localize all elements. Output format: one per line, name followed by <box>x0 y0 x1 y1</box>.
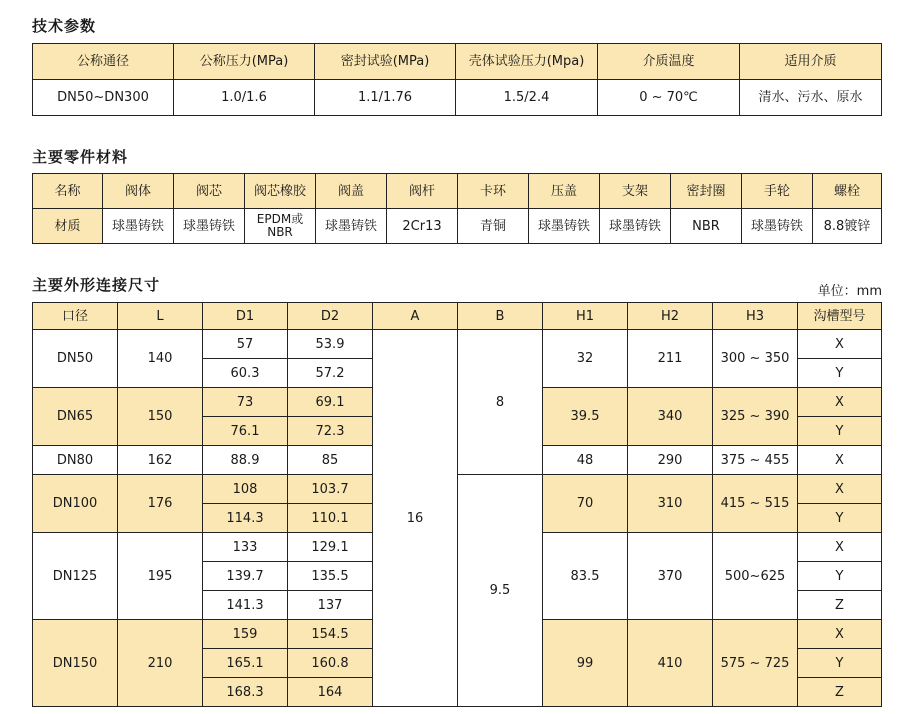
d1-cell: 159 <box>203 620 288 649</box>
tech-section-title: 技术参数 <box>32 17 97 35</box>
tech-value-cell: 0 ~ 70℃ <box>598 80 740 116</box>
dims-header-cell: L <box>118 303 203 330</box>
b-cell-bottom: 9.5 <box>458 475 543 707</box>
parts-name-cell: 密封圈 <box>671 174 742 209</box>
parts-material-cell: EPDM或NBR <box>245 209 316 244</box>
parts-name-cell: 螺栓 <box>813 174 882 209</box>
d2-cell: 129.1 <box>288 533 373 562</box>
parts-material-row <box>33 209 882 244</box>
dimensions-table <box>32 302 882 707</box>
d2-cell: 135.5 <box>288 562 373 591</box>
dims-section-title: 主要外形连接尺寸 <box>32 276 161 294</box>
d2-cell: 72.3 <box>288 417 373 446</box>
tech-value-cell: 1.1/1.76 <box>315 80 456 116</box>
h1-cell: 99 <box>543 620 628 707</box>
dims-header-cell: H3 <box>713 303 798 330</box>
parts-name-cell: 阀盖 <box>316 174 387 209</box>
l-cell: 210 <box>118 620 203 707</box>
d1-cell: 141.3 <box>203 591 288 620</box>
d1-cell: 60.3 <box>203 359 288 388</box>
dn-cell: DN150 <box>33 620 118 707</box>
d2-cell: 164 <box>288 678 373 707</box>
h1-cell: 70 <box>543 475 628 533</box>
d1-cell: 88.9 <box>203 446 288 475</box>
table-row <box>33 330 882 359</box>
parts-material-cell: NBR <box>671 209 742 244</box>
tech-params-table <box>32 43 882 116</box>
dims-header-cell: H2 <box>628 303 713 330</box>
h1-cell: 39.5 <box>543 388 628 446</box>
dn-cell: DN80 <box>33 446 118 475</box>
tech-header-cell: 密封试验(MPa) <box>315 44 456 80</box>
d1-cell: 57 <box>203 330 288 359</box>
tech-value-cell: 1.0/1.6 <box>174 80 315 116</box>
dims-header-cell: D1 <box>203 303 288 330</box>
parts-material-cell: 8.8镀锌 <box>813 209 882 244</box>
tech-header-cell: 壳体试验压力(Mpa) <box>456 44 598 80</box>
d2-cell: 110.1 <box>288 504 373 533</box>
l-cell: 140 <box>118 330 203 388</box>
d2-cell: 154.5 <box>288 620 373 649</box>
groove-cell: X <box>798 533 882 562</box>
dims-header-cell: H1 <box>543 303 628 330</box>
d1-cell: 139.7 <box>203 562 288 591</box>
groove-cell: X <box>798 620 882 649</box>
d2-cell: 57.2 <box>288 359 373 388</box>
h2-cell: 211 <box>628 330 713 388</box>
dn-cell: DN50 <box>33 330 118 388</box>
groove-cell: X <box>798 475 882 504</box>
parts-material-cell: 球墨铸铁 <box>529 209 600 244</box>
dn-cell: DN100 <box>33 475 118 533</box>
dn-cell: DN125 <box>33 533 118 620</box>
parts-name-cell: 阀体 <box>103 174 174 209</box>
parts-name-cell: 阀芯橡胶 <box>245 174 316 209</box>
d1-cell: 133 <box>203 533 288 562</box>
dims-header-cell: 口径 <box>33 303 118 330</box>
parts-material-cell: 青铜 <box>458 209 529 244</box>
d1-cell: 165.1 <box>203 649 288 678</box>
b-cell-top: 8 <box>458 330 543 475</box>
d2-cell: 85 <box>288 446 373 475</box>
a-cell: 16 <box>373 330 458 707</box>
groove-cell: Z <box>798 591 882 620</box>
parts-material-cell: 球墨铸铁 <box>742 209 813 244</box>
parts-section-title: 主要零件材料 <box>32 148 129 166</box>
dims-header-row <box>33 303 882 330</box>
h2-cell: 290 <box>628 446 713 475</box>
tech-header-row <box>33 44 882 80</box>
d1-cell: 76.1 <box>203 417 288 446</box>
h3-cell: 300 ~ 350 <box>713 330 798 388</box>
dn-cell: DN65 <box>33 388 118 446</box>
tech-header-cell: 公称通径 <box>33 44 174 80</box>
parts-name-cell: 阀杆 <box>387 174 458 209</box>
h3-cell: 500~625 <box>713 533 798 620</box>
tech-header-cell: 公称压力(MPa) <box>174 44 315 80</box>
l-cell: 176 <box>118 475 203 533</box>
parts-name-cell: 名称 <box>33 174 103 209</box>
h1-cell: 83.5 <box>543 533 628 620</box>
parts-material-cell: 球墨铸铁 <box>316 209 387 244</box>
parts-material-cell: 材质 <box>33 209 103 244</box>
tech-value-cell: 清水、污水、原水 <box>740 80 882 116</box>
d1-cell: 108 <box>203 475 288 504</box>
parts-material-cell: 球墨铸铁 <box>174 209 245 244</box>
dims-header-cell: A <box>373 303 458 330</box>
d1-cell: 114.3 <box>203 504 288 533</box>
d1-cell: 168.3 <box>203 678 288 707</box>
groove-cell: X <box>798 388 882 417</box>
parts-material-cell: 2Cr13 <box>387 209 458 244</box>
d1-cell: 73 <box>203 388 288 417</box>
unit-label: 单位：mm <box>817 284 882 299</box>
d2-cell: 137 <box>288 591 373 620</box>
parts-name-row <box>33 174 882 209</box>
h3-cell: 575 ~ 725 <box>713 620 798 707</box>
dims-header-cell: D2 <box>288 303 373 330</box>
table-row <box>33 475 882 504</box>
d2-cell: 160.8 <box>288 649 373 678</box>
parts-material-cell: 球墨铸铁 <box>600 209 671 244</box>
groove-cell: X <box>798 330 882 359</box>
d2-cell: 53.9 <box>288 330 373 359</box>
parts-name-cell: 手轮 <box>742 174 813 209</box>
h3-cell: 415 ~ 515 <box>713 475 798 533</box>
tech-value-row <box>33 80 882 116</box>
h2-cell: 410 <box>628 620 713 707</box>
d2-cell: 69.1 <box>288 388 373 417</box>
tech-value-cell: 1.5/2.4 <box>456 80 598 116</box>
parts-name-cell: 支架 <box>600 174 671 209</box>
parts-name-cell: 卡环 <box>458 174 529 209</box>
h2-cell: 370 <box>628 533 713 620</box>
groove-cell: Y <box>798 359 882 388</box>
h2-cell: 310 <box>628 475 713 533</box>
parts-name-cell: 压盖 <box>529 174 600 209</box>
parts-material-cell: 球墨铸铁 <box>103 209 174 244</box>
groove-cell: X <box>798 446 882 475</box>
tech-value-cell: DN50~DN300 <box>33 80 174 116</box>
groove-cell: Y <box>798 562 882 591</box>
h3-cell: 375 ~ 455 <box>713 446 798 475</box>
dims-header-cell: 沟槽型号 <box>798 303 882 330</box>
h1-cell: 32 <box>543 330 628 388</box>
tech-header-cell: 介质温度 <box>598 44 740 80</box>
h1-cell: 48 <box>543 446 628 475</box>
l-cell: 150 <box>118 388 203 446</box>
l-cell: 162 <box>118 446 203 475</box>
groove-cell: Y <box>798 649 882 678</box>
h2-cell: 340 <box>628 388 713 446</box>
tech-header-cell: 适用介质 <box>740 44 882 80</box>
l-cell: 195 <box>118 533 203 620</box>
groove-cell: Y <box>798 417 882 446</box>
dims-header-cell: B <box>458 303 543 330</box>
h3-cell: 325 ~ 390 <box>713 388 798 446</box>
groove-cell: Y <box>798 504 882 533</box>
parts-material-table <box>32 173 882 244</box>
groove-cell: Z <box>798 678 882 707</box>
d2-cell: 103.7 <box>288 475 373 504</box>
parts-name-cell: 阀芯 <box>174 174 245 209</box>
